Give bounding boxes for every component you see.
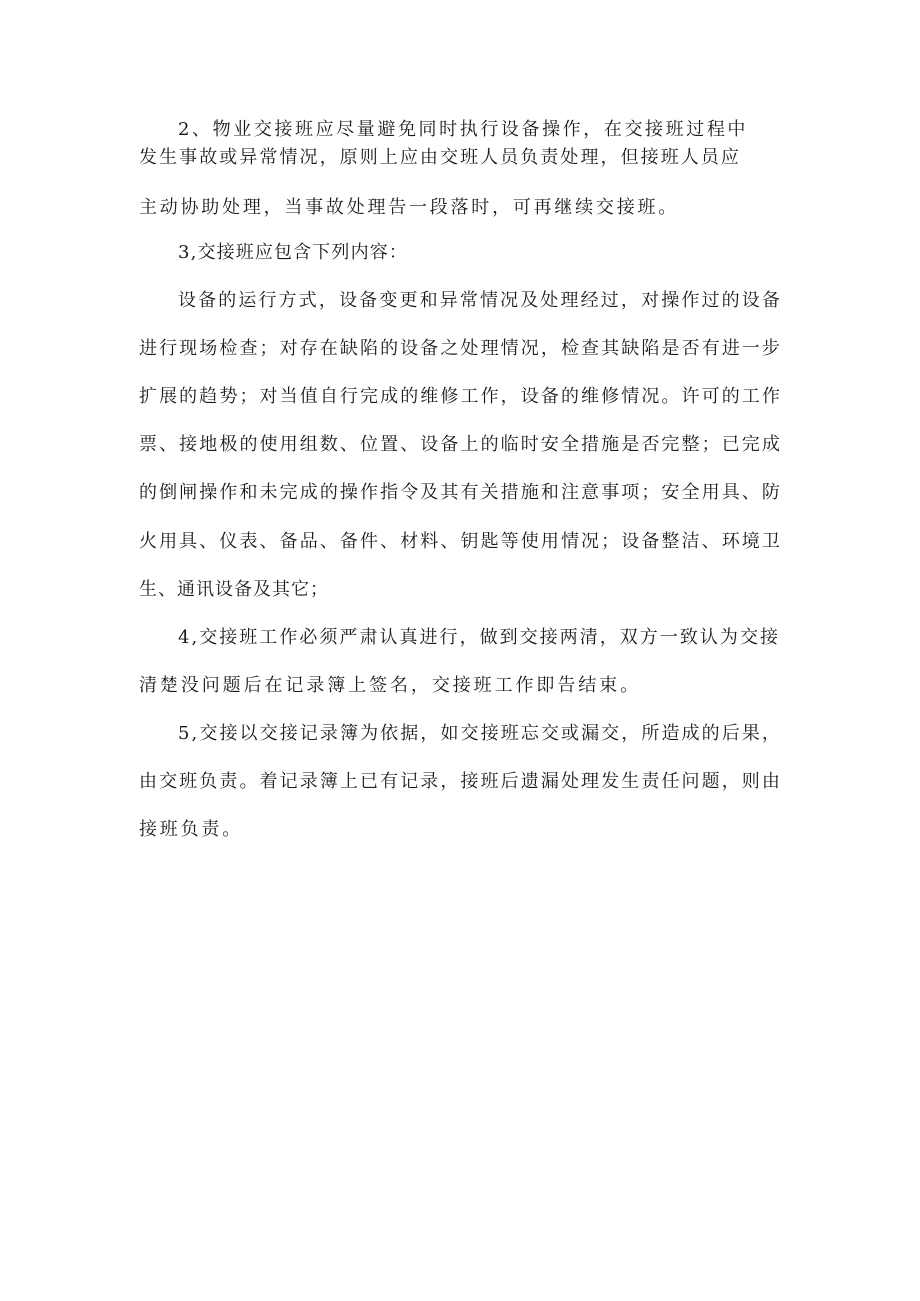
text-line: 接班负责。 bbox=[139, 819, 243, 840]
text-line: 火用具、仪表、备品、备件、材料、钥匙等使用情况；设备整洁、环境卫 bbox=[139, 531, 782, 552]
text-line: 由交班负责。着记录簿上已有记录，接班后遗漏处理发生责任问题，则由 bbox=[139, 771, 782, 792]
text-line: 设备的运行方式，设备变更和异常情况及处理经过，对操作过的设备 bbox=[178, 290, 782, 311]
text-line: 主动协助处理，当事故处理告一段落时，可再继续交接班。 bbox=[139, 197, 679, 218]
text-line: 扩展的趋势；对当值自行完成的维修工作，设备的维修情况。许可的工作 bbox=[139, 386, 782, 407]
text-line: 的倒闸操作和未完成的操作指令及其有关措施和注意事项；安全用具、防 bbox=[139, 482, 782, 503]
text-line: 5,交接以交接记录簿为依据，如交接班忘交或漏交，所造成的后果， bbox=[178, 723, 782, 744]
text-line: 清楚没问题后在记录簿上签名，交接班工作即告结束。 bbox=[139, 675, 641, 696]
text-line: 发生事故或异常情况，原则上应由交班人员负责处理，但接班人员应 bbox=[139, 147, 741, 168]
text-line: 进行现场检查；对存在缺陷的设备之处理情况，检查其缺陷是否有进一步 bbox=[139, 338, 782, 359]
text-line: 3,交接班应包含下列内容： bbox=[178, 242, 408, 263]
text-line: 生、通讯设备及其它； bbox=[139, 579, 329, 600]
text-line: 4,交接班工作必须严肃认真进行，做到交接两清，双方一致认为交接 bbox=[178, 627, 780, 648]
text-line: 票、接地极的使用组数、位置、设备上的临时安全措施是否完整；已完成 bbox=[139, 434, 782, 455]
text-line: 2、物业交接班应尽量避免同时执行设备操作，在交接班过程中 bbox=[178, 119, 748, 140]
